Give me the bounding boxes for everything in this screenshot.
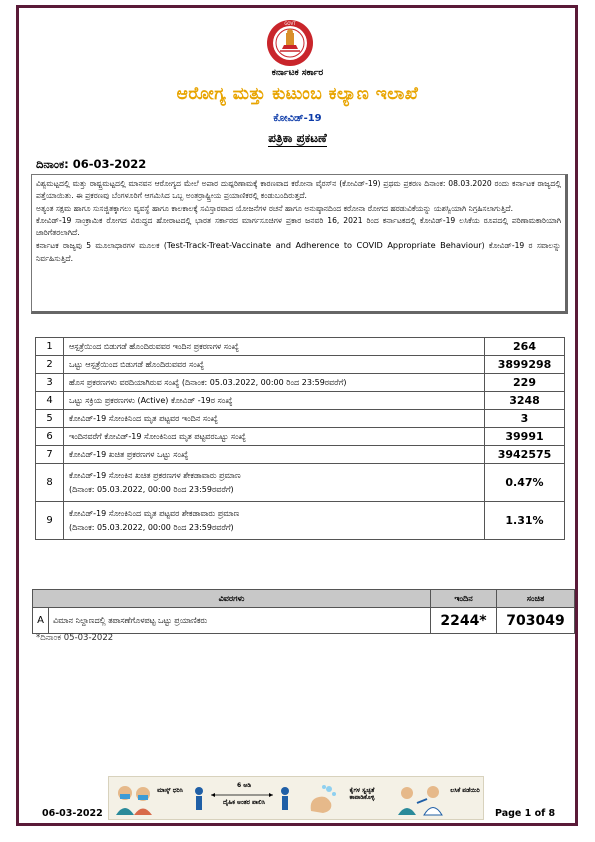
table-row: 8 ಕೋವಿಡ್-19 ಸೋಂಕಿನ ಖಚಿತ ಪ್ರಕರಣಗಳ ಶೇಕಡಾವಾರು ಪ್ರಮಾಣ (ದಿನಾಂಕ: 05.03.2022, 00:00 ರಿಂದ 23:59ರವರೆಗೆ) 0.47%	[36, 464, 565, 502]
department-title: ಆರೋಗ್ಯ ಮತ್ತು ಕುಟುಂಬ ಕಲ್ಯಾಣ ಇಲಾಖೆ	[176, 84, 419, 104]
precaution-banner	[108, 776, 484, 820]
table-row: 1 ಆಸ್ಪತ್ರೆಯಿಂದ ಬಿಡುಗಡೆ ಹೊಂದಿರುವವರ ಇಂದಿನ ಪ್ರಕರಣಗಳ ಸಂಖ್ಯೆ 264	[36, 338, 565, 356]
table-row: 6 ಇಂದಿನವರೆಗೆ ಕೋವಿಡ್-19 ಸೋಂಕಿನಿಂದ ಮೃತ ಪಟ್ಟವರಒಟ್ಟು ಸಂಖ್ಯೆ 39991	[36, 428, 565, 446]
covid-stats-table	[35, 337, 565, 540]
table-row: 7 ಕೋವಿಡ್-19 ಖಚಿತ ಪ್ರಕರಣಗಳ ಒಟ್ಟು ಸಂಖ್ಯೆ 3942575	[36, 446, 565, 464]
table-row: 5 ಕೋವಿಡ್-19 ಸೋಂಕಿನಿಂದ ಮೃತ ಪಟ್ಟವರ ಇಂದಿನ ಸಂಖ್ಯೆ 3	[36, 410, 565, 428]
distance-label: ದೈಹಿಕ ಅಂತರ ಪಾಲಿಸಿ	[222, 799, 266, 806]
intro-paragraph: ವಿಶ್ವಮಟ್ಟದಲ್ಲಿ ಮತ್ತು ರಾಷ್ಟ್ರಮಟ್ಟದಲ್ಲಿ ಮಾನವನ ಆರೋಗ್ಯದ ಮೇಲೆ ಅಪಾರ ದುಷ್ಪರಿಣಾಮಕ್ಕೆ ಕಾರಣವಾದ ಕರೋನಾ ವೈರಸ್‌ನ (ಕೋವಿಡ್-19) ಪ್ರಥಮ ಪ್ರಕರಣ ದಿನಾಂಕ: 08.03.2020 ರಂದು ಕರ್ನಾಟಕ ರಾಜ್ಯದಲ್ಲಿ ಪತ್ತೆಯಾಯಿತು. ಈ ಪ್ರಕರಣವು ಬೆಂಗಳೂರಿಗೆ ಆಗಮಿಸಿದ ಒಬ್ಬ ಅಂತರ್ರಾಷ್ಟ್ರೀಯ ಪ್ರಯಾಣಿಕರಲ್ಲಿ ಕಂಡುಬಂದಿರುತ್ತದೆ.	[36, 179, 561, 201]
mask-label: ಮಾಸ್ಕ್ ಧರಿಸಿ	[157, 787, 183, 794]
footer-date: 06-03-2022	[42, 808, 103, 819]
column-header-cumulative: ಸಂಚಿತ	[497, 590, 575, 608]
footnote: *ದಿನಾಂಕ 05-03-2022	[36, 633, 114, 643]
svg-text:GOVT: GOVT	[284, 21, 296, 26]
intro-paragraph: ಕರ್ನಾಟಕ ರಾಜ್ಯವು 5 ಮೂಲಾಧಾರಗಳ ಮೂಲಕ (Test-Track-Treat-Vaccinate and Adherence to COVID Appropriate Behaviour) ಕೋವಿಡ್-19 ರ ಸವಾಲನ್ನು ನಿರ್ವಹಿಸುತ್ತಿದೆ.	[36, 240, 561, 263]
intro-paragraph: ಕೋವಿಡ್-19 ಸಾಂಕ್ರಾಮಿಕ ರೋಗದ ವಿರುದ್ಧದ ಹೋರಾಟದಲ್ಲಿ ಭಾರತ ಸರ್ಕಾರದ ಮಾರ್ಗಸೂಚಿಗಳ ಪ್ರಕಾರ ಜನವರಿ 16, 2021 ರಿಂದ ಕರ್ನಾಟಕದಲ್ಲಿ ಕೋವಿಡ್-19 ಲಸಿಕೆಯ ರೂಪದಲ್ಲಿ ಪರಿಣಾಮಕಾರಿಯಾಗಿ ಜಾರಿಗೆತರಲಾಗಿದೆ.	[36, 215, 561, 238]
press-release-title: ಪತ್ರಿಕಾ ಪ್ರಕಟಣೆ	[268, 131, 327, 145]
release-date: ದಿನಾಂಕ: 06-03-2022	[36, 157, 147, 171]
column-header-today: ಇಂದಿನ	[431, 590, 497, 608]
covid-label: ಕೋವಿಡ್-19	[273, 113, 322, 124]
government-name: ಕರ್ನಾಟಕ ಸರ್ಕಾರ	[271, 68, 324, 78]
airport-screening-table	[32, 589, 575, 634]
vaccine-label: ಲಸಿಕೆ ಪಡೆಯಿರಿ	[450, 787, 480, 794]
hand-wash-icon	[305, 781, 339, 817]
table-row: 2 ಒಟ್ಟು ಆಸ್ಪತ್ರೆಯಿಂದ ಬಿಡುಗಡೆ ಹೊಂದಿರುವವರ ಸಂಖ್ಯೆ 3899298	[36, 356, 565, 374]
table-row: 3 ಹೊಸ ಪ್ರಕರಣಗಳು ವರದಿಯಾಗಿರುವ ಸಂಖ್ಯೆ (ದಿನಾಂಕ: 05.03.2022, 00:00 ರಿಂದ 23:59ರವರೆಗೆ) 229	[36, 374, 565, 392]
table-row: 4 ಒಟ್ಟು ಸಕ್ರಿಯ ಪ್ರಕರಣಗಳು (Active) ಕೋವಿಡ್ -19ರ ಸಂಖ್ಯೆ 3248	[36, 392, 565, 410]
column-header-details: ವಿವರಗಳು	[33, 590, 431, 608]
table-row: 9 ಕೋವಿಡ್-19 ಸೋಂಕಿನಿಂದ ಮೃತ ಪಟ್ಟವರ ಶೇಕಡಾವಾರು ಪ್ರಮಾಣ (ದಿನಾಂಕ: 05.03.2022, 00:00 ರಿಂದ 23:59ರವರೆಗೆ) 1.31%	[36, 502, 565, 540]
table-row: A ವಿಮಾನ ನಿಲ್ದಾಣದಲ್ಲಿ ತಪಾಸಣೆಗೊಳಪಟ್ಟ ಒಟ್ಟು ಪ್ರಯಾಣಿಕರು 2244* 703049	[33, 608, 575, 634]
karnataka-emblem-icon	[258, 18, 322, 68]
intro-paragraph: ಅತ್ಯಂತ ಸಕ್ಷಮ ಹಾಗೂ ಸುಸಜ್ಜಿತಕ್ಕಾಗಲು ವ್ಯವಸ್ಥೆ ಹಾಗೂ ಕಾಲಕಾಲಕ್ಕೆ ಸವಿಸ್ತಾರವಾದ ಯೋಜನೆಗಳ ರಚನೆ ಹಾಗೂ ಅನುಷ್ಠಾನದಿಂದ ಕರೋನಾ ರೋಗದ ಹರಡುವಿಕೆಯನ್ನು ಯಶಸ್ವಿಯಾಗಿ ನಿಗ್ರಹಿಸಲಾಗುತ್ತಿದೆ.	[36, 203, 513, 213]
table-header-row	[33, 590, 575, 608]
page-number: Page 1 of 8	[495, 808, 556, 819]
vaccine-icon	[395, 781, 447, 817]
hand-wash-label: ಕೈಗಳ ಸ್ವಚ್ಛತೆ ಕಾಪಾಡಿಕೊಳ್ಳಿ	[349, 787, 375, 801]
distance-top-label: 6 ಅಡಿ	[237, 782, 251, 789]
intro-box	[31, 174, 568, 314]
mask-people-icon	[113, 781, 157, 817]
